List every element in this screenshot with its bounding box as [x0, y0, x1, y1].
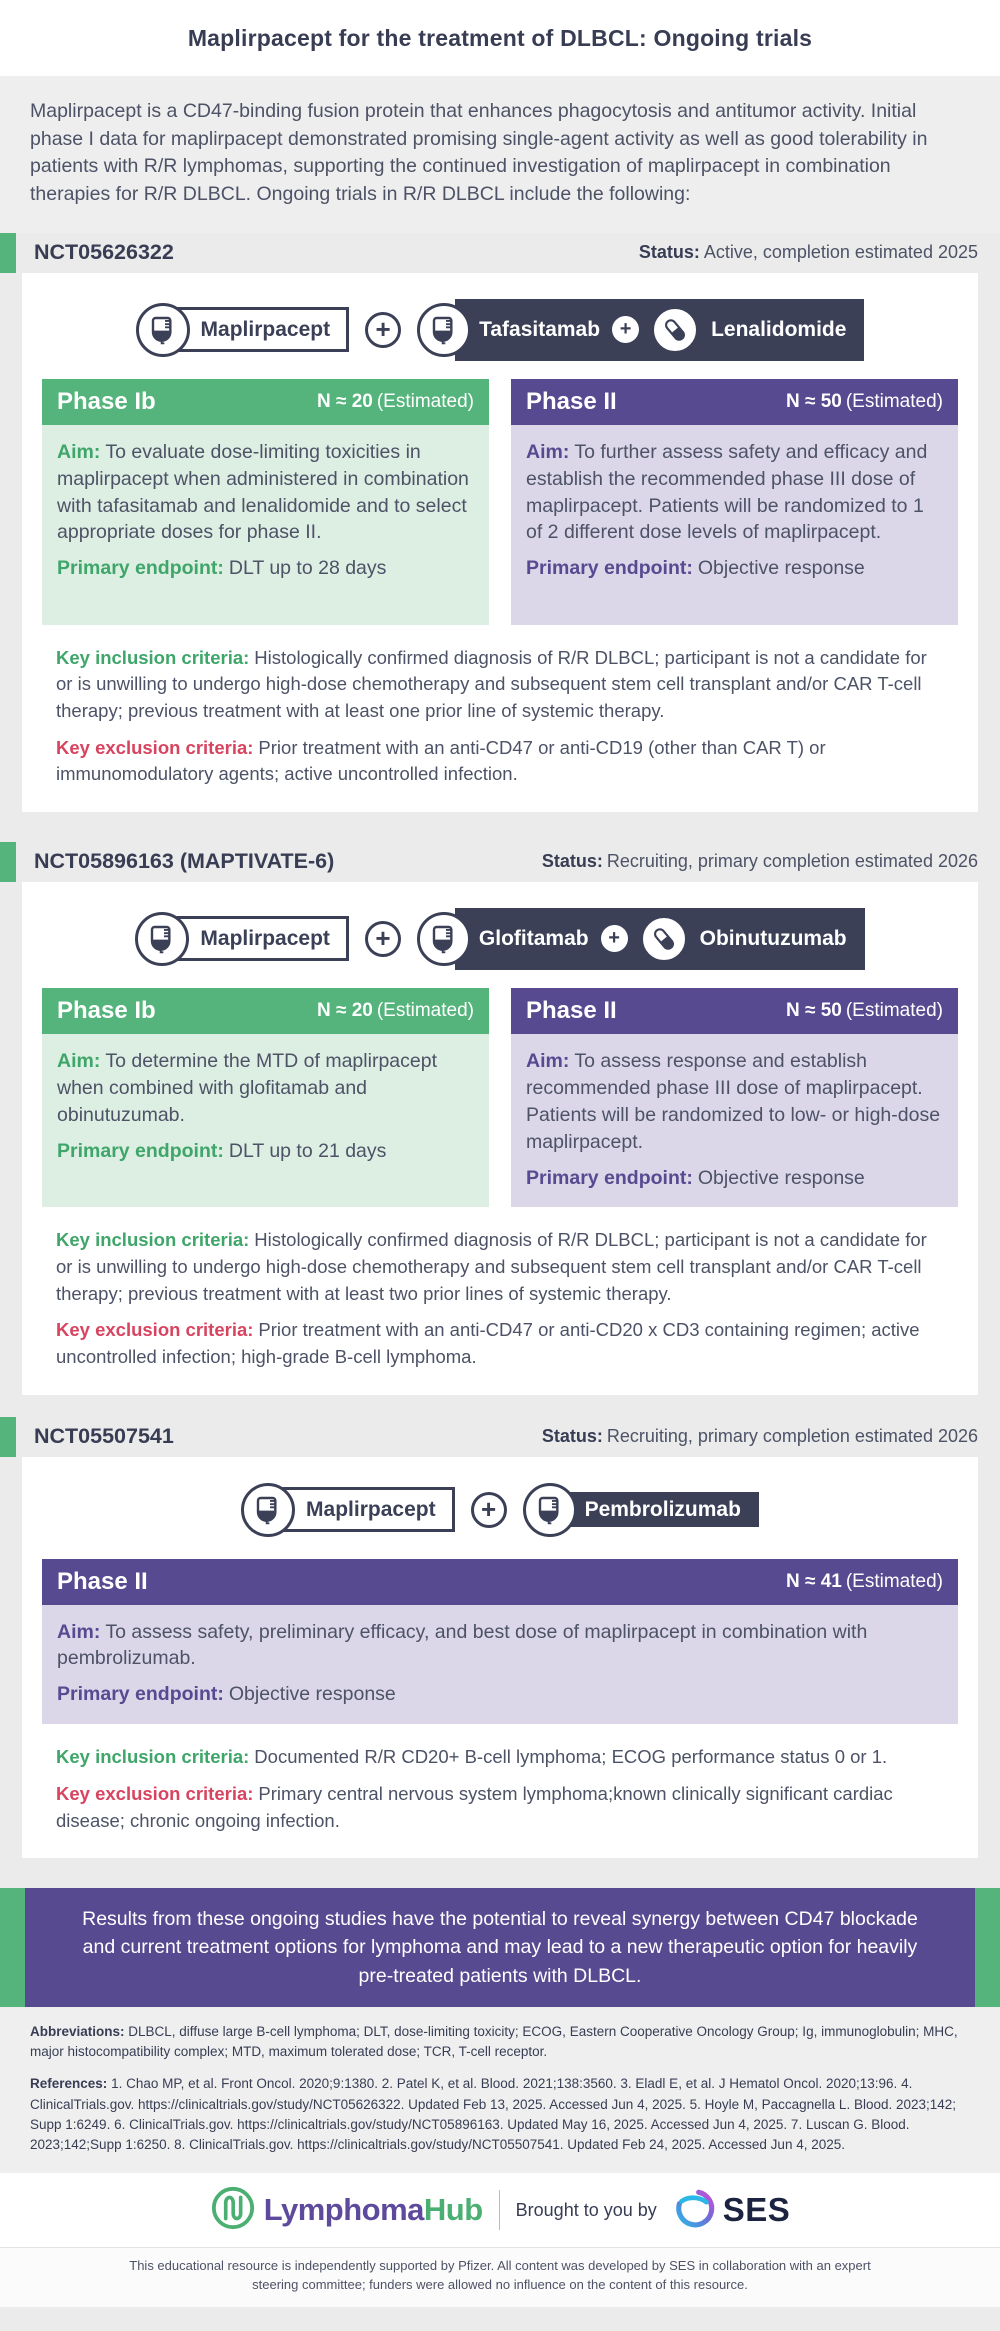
section-gap — [0, 1395, 1000, 1417]
references — [30, 2074, 970, 2155]
section-gap — [0, 812, 1000, 842]
abbreviations-label: Abbreviations: — [30, 2023, 125, 2039]
results-banner-wrap — [0, 1888, 1000, 2007]
results-banner: Results from these ongoing studies have the potential to reveal synergy between CD47 blockade and current treatment options for lymphoma and may lead to a new therapeutic option for heavily pre-treated patients with DLBCL. — [25, 1888, 975, 2007]
trial3-criteria — [42, 1724, 958, 1838]
phase-endpoint: Primary endpoint: Objective response — [57, 1683, 396, 1706]
iv-bag-icon — [241, 1483, 295, 1537]
exclusion-criteria: Key exclusion criteria: Primary central nervous system lymphoma;known clinically significant cardiac disease; chronic ongoing infection. — [56, 1782, 893, 1831]
trial2-card — [22, 882, 978, 1395]
phase-ii-box — [511, 988, 958, 1208]
trial1-header — [0, 233, 1000, 273]
abbreviations — [30, 2022, 970, 2063]
smallprint-section — [0, 2007, 1000, 2174]
phase-aim: Aim: To further assess safety and efficacy and establish the recommended phase III dose of maplirpacept. Patients will be randomized to 1 of 2 different dose levels of maplirpacept. — [526, 440, 928, 544]
exclusion-criteria: Key exclusion criteria: Prior treatment with an anti-CD47 or anti-CD20 x CD3 containing regimen; active uncontrolled infection; high-grade B-cell lymphoma. — [56, 1319, 920, 1367]
intro-text: Maplirpacept is a CD47-binding fusion protein that enhances phagocytosis and antitumor activity. Initial phase I data for maplirpacept demonstrated promising single-agent activity as well as good tolerability in patients with R/R lymphomas, supporting the continued investigation of maplirpacept in combination therapies for R/R DLBCL. Ongoing trials in R/R DLBCL include the following: — [30, 100, 928, 206]
trial2-status — [542, 851, 978, 872]
phase-endpoint: Primary endpoint: DLT up to 21 days — [57, 1139, 387, 1162]
plus-icon: + — [365, 312, 401, 348]
phase-n: N ≈ 20 (Estimated) — [317, 999, 474, 1021]
plus-icon: + — [365, 921, 401, 957]
trial2-phases — [42, 988, 958, 1208]
trial2-header — [0, 842, 1000, 882]
capsule-icon — [640, 915, 688, 963]
phase-n: N ≈ 50 (Estimated) — [786, 999, 943, 1021]
inclusion-criteria: Key inclusion criteria: Histologically confirmed diagnosis of R/R DLBCL; participant is not a candidate for or is unwilling to undergo high-dose chemotherapy and subsequent stem cell transplant and/or CAR T-cell therapy; previous treatment with at least one prior line of systemic therapy. — [56, 646, 927, 721]
phase-aim: Aim: To determine the MTD of maplirpacept when combined with glofitamab and obinutuzumab. — [57, 1049, 437, 1126]
trial3-id: NCT05507541 — [34, 1424, 174, 1449]
trial2-status-value: Recruiting, primary completion estimated 2026 — [606, 851, 978, 872]
phase-aim: Aim: To assess response and establish recommended phase III dose of maplirpacept. Patients will be randomized to low- or high-dose maplirpacept. — [526, 1049, 941, 1153]
trial3-drug-combination — [42, 1483, 958, 1537]
ses-wordmark: SES — [722, 2191, 791, 2229]
drug-pill-combo — [523, 1483, 759, 1537]
references-label: References: — [30, 2076, 108, 2092]
intro-section — [0, 76, 1000, 233]
trial1-phases — [42, 379, 958, 625]
phase-endpoint: Primary endpoint: DLT up to 28 days — [57, 557, 387, 580]
footer-logo-band — [0, 2173, 1000, 2247]
brought-to-you-by: Brought to you by — [515, 2199, 657, 2220]
trial3-header — [0, 1417, 1000, 1457]
trial1-criteria — [42, 625, 958, 792]
phase-ib-box — [42, 379, 489, 625]
iv-bag-icon — [136, 303, 190, 357]
phase-ii-box — [42, 1559, 958, 1725]
phase-name: Phase II — [526, 996, 617, 1024]
phase-aim: Aim: To evaluate dose-limiting toxicities in maplirpacept when administered in combination with tafasitamab and lenalidomide and to select appropriate doses for phase II. — [57, 440, 469, 544]
phase-name: Phase Ib — [57, 387, 156, 415]
trial3-status — [542, 1426, 978, 1447]
phase-ii-body — [511, 425, 958, 625]
footer-disclaimer: This educational resource is independently supported by Pfizer. All content was developed by SES in collaboration with an expert steering committee; funders were allowed no influence on the content of this resource. — [0, 2247, 1000, 2307]
trial2-criteria — [42, 1207, 958, 1374]
phase-ib-body — [42, 1034, 489, 1208]
plus-icon: + — [601, 925, 628, 952]
drug-pill-label: Maplirpacept — [279, 1487, 455, 1532]
trial1-card — [22, 273, 978, 812]
drug-pill-bar — [455, 299, 864, 361]
ses-logo — [673, 2186, 791, 2235]
plus-icon: + — [612, 316, 639, 343]
title-band — [0, 0, 1000, 76]
drug-pill-label: Pembrolizumab — [584, 1498, 741, 1522]
footer-divider — [499, 2190, 500, 2230]
green-accent-tab — [0, 233, 16, 273]
inclusion-criteria: Key inclusion criteria: Histologically confirmed diagnosis of R/R DLBCL; participant is not a candidate for or is unwilling to undergo high-dose chemotherapy and subsequent stem cell transplant and/or CAR T-cell therapy; previous treatment with at least two prior lines of systemic therapy. — [56, 1229, 927, 1304]
capsule-icon — [651, 306, 699, 354]
references-text: 1. Chao MP, et al. Front Oncol. 2020;9:1380. 2. Patel K, et al. Blood. 2021;138:3560. 3. Eladl E, et al. J Hematol Oncol. 2020;13:96. 4. ClinicalTrials.gov. https://clinicaltrials.gov/study/NCT05626322. Updated Feb 13, 2025. Accessed Jun 4, 2025. 5. Hoyle M, Paccagnella L. Blood. 2023;142; Supp 1:6249. 6. ClinicalTrials.gov. https://clinicaltrials.gov/study/NCT05896163. Updated May 16, 2025. Accessed Jun 4, 2025. 7. Luscan G. Blood. 2023;142;Supp 1:6250. 8. ClinicalTrials.gov. https://clinicaltrials.gov/study/NCT05507541. Updated Feb 24, 2025. Accessed Jun 4, 2025. — [30, 2076, 957, 2153]
drug-pill-label: Maplirpacept — [173, 916, 349, 961]
phase-n: N ≈ 50 (Estimated) — [786, 390, 943, 412]
abbreviations-text: DLBCL, diffuse large B-cell lymphoma; DLT, dose-limiting toxicity; ECOG, Eastern Cooperative Oncology Group; Ig, immunoglobulin; MHC, major histocompatibility complex; MTD, maximum tolerated dose; TCR, T-cell receptor. — [30, 2023, 958, 2060]
phase-endpoint: Primary endpoint: Objective response — [526, 557, 865, 580]
trial3-card — [22, 1457, 978, 1859]
drug-pill-maplirpacept — [136, 303, 350, 357]
phase-endpoint: Primary endpoint: Objective response — [526, 1166, 865, 1189]
trial2-drug-combination — [42, 908, 958, 970]
status-label: Status: — [541, 1426, 603, 1447]
phase-name: Phase Ib — [57, 996, 156, 1024]
phase-name: Phase II — [57, 1567, 148, 1595]
trial1-id: NCT05626322 — [34, 240, 174, 265]
drug-pill-label: Glofitamab — [478, 927, 589, 951]
phase-ib-box — [42, 988, 489, 1208]
trial1-status-value: Active, completion estimated 2025 — [703, 242, 978, 263]
lymphomahub-logo — [210, 2185, 483, 2236]
plus-icon: + — [471, 1492, 507, 1528]
drug-pill-label: Tafasitamab — [479, 318, 601, 342]
drug-pill-maplirpacept — [241, 1483, 455, 1537]
trial3-status-value: Recruiting, primary completion estimated 2026 — [606, 1426, 978, 1447]
trial1-drug-combination — [42, 299, 958, 361]
exclusion-criteria: Key exclusion criteria: Prior treatment with an anti-CD47 or anti-CD19 (other than CAR T) or immunomodulatory agents; active uncontrolled infection. — [56, 736, 826, 785]
phase-ii-box — [511, 379, 958, 625]
phase-n: N ≈ 41 (Estimated) — [786, 1570, 943, 1592]
ses-swirl-icon — [673, 2186, 717, 2235]
phase-ib-header — [42, 988, 489, 1034]
phase-ii-body — [42, 1605, 958, 1725]
drug-pill-bar — [455, 908, 865, 970]
page-title: Maplirpacept for the treatment of DLBCL: Ongoing trials — [187, 25, 813, 51]
trial3-phases — [42, 1555, 958, 1725]
phase-aim: Aim: To assess safety, preliminary efficacy, and best dose of maplirpacept in combination with pembrolizumab. — [57, 1620, 868, 1670]
iv-bag-icon — [523, 1483, 577, 1537]
iv-bag-icon — [135, 912, 189, 966]
trial2-id: NCT05896163 (MAPTIVATE-6) — [34, 849, 335, 874]
phase-ib-body — [42, 425, 489, 625]
status-label: Status: — [541, 851, 603, 872]
lymphomahub-icon — [210, 2185, 256, 2236]
drug-pill-combo — [417, 299, 864, 361]
drug-pill-maplirpacept — [135, 912, 349, 966]
drug-pill-label: Lenalidomide — [711, 318, 847, 342]
status-label: Status: — [638, 242, 700, 263]
drug-pill-bar — [561, 1492, 759, 1527]
iv-bag-icon — [417, 303, 471, 357]
drug-pill-label: Obinutuzumab — [699, 927, 847, 951]
phase-name: Phase II — [526, 387, 617, 415]
phase-ii-header — [42, 1559, 958, 1605]
phase-ii-body — [511, 1034, 958, 1208]
trial1-status — [639, 242, 978, 263]
phase-ii-header — [511, 379, 958, 425]
lymphomahub-wordmark: LymphomaHub — [263, 2192, 483, 2228]
iv-bag-icon — [417, 912, 471, 966]
drug-pill-combo — [417, 908, 865, 970]
drug-pill-label: Maplirpacept — [174, 307, 350, 352]
inclusion-criteria: Key inclusion criteria: Documented R/R CD20+ B-cell lymphoma; ECOG performance status 0 or 1. — [56, 1746, 888, 1768]
green-accent-tab — [0, 842, 16, 882]
phase-ii-header — [511, 988, 958, 1034]
section-gap — [0, 1858, 1000, 1888]
phase-n: N ≈ 20 (Estimated) — [317, 390, 474, 412]
green-accent-tab — [0, 1417, 16, 1457]
phase-ib-header — [42, 379, 489, 425]
